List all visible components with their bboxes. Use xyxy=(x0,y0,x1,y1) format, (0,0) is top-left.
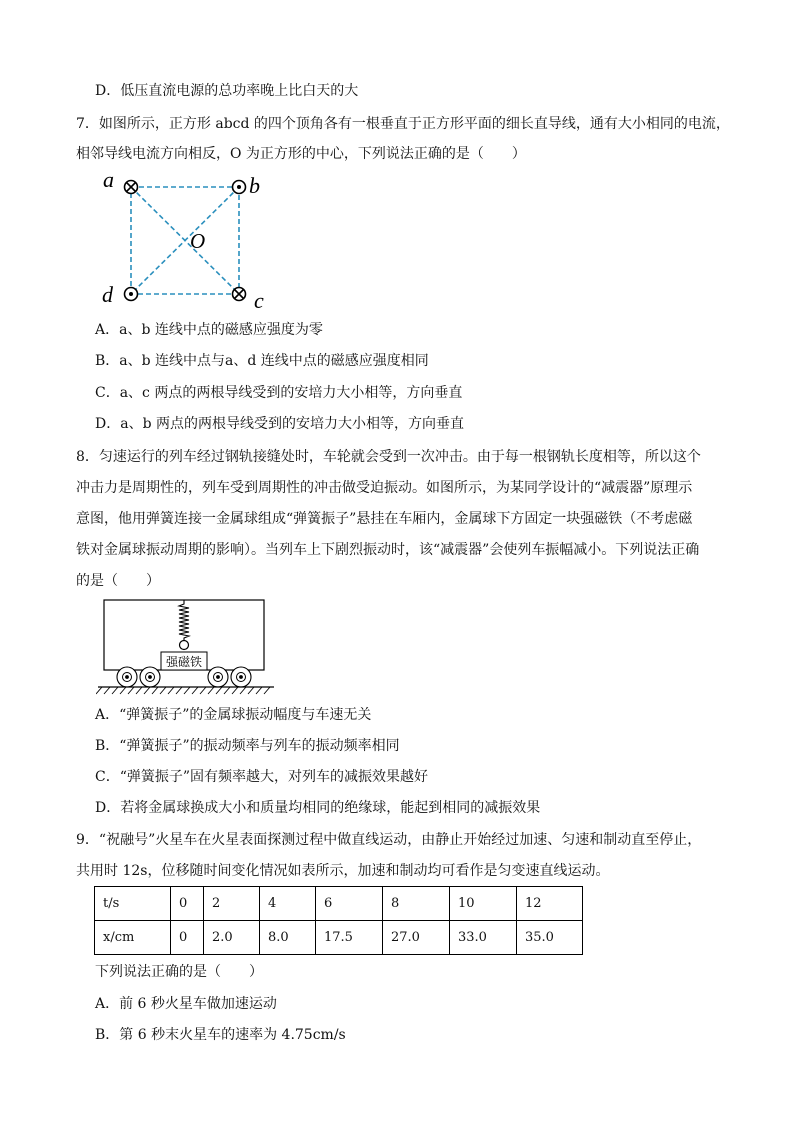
label-c: c xyxy=(254,288,264,313)
table-cell: 27.0 xyxy=(383,921,450,955)
table-cell: 2.0 xyxy=(204,921,260,955)
square-dashed-lines xyxy=(131,187,239,294)
table-cell: 6 xyxy=(316,887,383,921)
q9-data-table xyxy=(94,886,583,955)
label-b: b xyxy=(249,173,260,198)
table-cell: 10 xyxy=(450,887,517,921)
q7-stem-line-2: 相邻导线电流方向相反，O 为正方形的中心，下列说法正确的是（ ） xyxy=(76,146,526,162)
table-row xyxy=(95,921,583,955)
q8-stem-line-2: 冲击力是周期性的，列车受到周期性的冲击做受迫振动。如图所示，为某同学设计的“减震器”原理示 xyxy=(76,480,693,496)
table-cell: 8 xyxy=(383,887,450,921)
wire-d-out-of-page-icon xyxy=(125,288,138,301)
table-cell: 12 xyxy=(517,887,583,921)
q9-prompt: 下列说法正确的是（ ） xyxy=(95,964,263,980)
wheel-icon xyxy=(231,667,251,687)
q7-option-a: A．a、b 连线中点的磁感应强度为零 xyxy=(95,322,323,338)
wheel-icon xyxy=(140,667,160,687)
q9-option-b: B．第 6 秒末火星车的速率为 4.75cm/s xyxy=(95,1027,346,1043)
metal-ball-icon xyxy=(180,641,189,650)
wire-a-into-page-icon xyxy=(125,181,138,194)
q8-option-c: C．“弹簧振子”固有频率越大，对列车的减振效果越好 xyxy=(95,769,429,785)
spring-icon xyxy=(179,600,189,641)
q8-option-a: A．“弹簧振子”的金属球振动幅度与车速无关 xyxy=(95,707,372,723)
q6-option-d: D．低压直流电源的总功率晚上比白天的大 xyxy=(95,83,359,99)
label-d: d xyxy=(102,282,113,307)
table-cell: t/s xyxy=(95,887,171,921)
q9-option-a: A．前 6 秒火星车做加速运动 xyxy=(95,996,277,1012)
q8-option-b: B．“弹簧振子”的振动频率与列车的振动频率相同 xyxy=(95,738,400,754)
table-cell: 8.0 xyxy=(260,921,316,955)
q7-square-figure xyxy=(96,170,286,315)
table-cell: 0 xyxy=(171,887,204,921)
ground-hatch xyxy=(96,687,270,694)
q8-stem-line-1: 8．匀速运行的列车经过钢轨接缝处时，车轮就会受到一次冲击。由于每一根钢轨长度相等，所以这个 xyxy=(76,449,701,465)
wire-c-into-page-icon xyxy=(233,288,246,301)
q7-stem-line-1: 7．如图所示，正方形 abcd 的四个顶角各有一根垂直于正方形平面的细长直导线，通有大小相同的电流， xyxy=(76,116,730,132)
q8-option-d: D．若将金属球换成大小和质量均相同的绝缘球，能起到相同的减振效果 xyxy=(95,800,541,816)
q7-option-b: B．a、b 连线中点与a、d 连线中点的磁感应强度相同 xyxy=(95,353,429,369)
q9-stem-line-1: 9．“祝融号”火星车在火星表面探测过程中做直线运动，由静止开始经过加速、匀速和制动直至停止， xyxy=(76,832,702,848)
q8-stem-line-3: 意图，他用弹簧连接一金属球组成“弹簧振子”悬挂在车厢内，金属球下方固定一块强磁铁（不考虑磁 xyxy=(76,511,693,527)
wire-b-out-of-page-icon xyxy=(233,181,246,194)
table-cell: 35.0 xyxy=(517,921,583,955)
q8-stem-line-5: 的是（ ） xyxy=(76,573,160,589)
table-cell: 0 xyxy=(171,921,204,955)
q9-stem-line-2: 共用时 12s，位移随时间变化情况如表所示，加速和制动均可看作是匀变速直线运动。 xyxy=(76,863,610,879)
q8-train-damper-figure xyxy=(96,596,280,696)
wheel-icon xyxy=(117,667,137,687)
label-a: a xyxy=(103,170,114,192)
table-cell: 33.0 xyxy=(450,921,517,955)
q8-stem-line-4: 铁对金属球振动周期的影响）。当列车上下剧烈振动时，该“减震器”会使列车振幅减小。下列说法正确 xyxy=(76,542,700,558)
table-cell: 17.5 xyxy=(316,921,383,955)
table-cell: 2 xyxy=(204,887,260,921)
table-row xyxy=(95,887,583,921)
table-cell: 4 xyxy=(260,887,316,921)
table-cell: x/cm xyxy=(95,921,171,955)
q7-option-c: C．a、c 两点的两根导线受到的安培力大小相等，方向垂直 xyxy=(95,385,463,401)
wheel-icon xyxy=(208,667,228,687)
magnet-label: 强磁铁 xyxy=(165,655,203,669)
label-o: O xyxy=(190,229,206,253)
q7-option-d: D．a、b 两点的两根导线受到的安培力大小相等，方向垂直 xyxy=(95,416,464,432)
